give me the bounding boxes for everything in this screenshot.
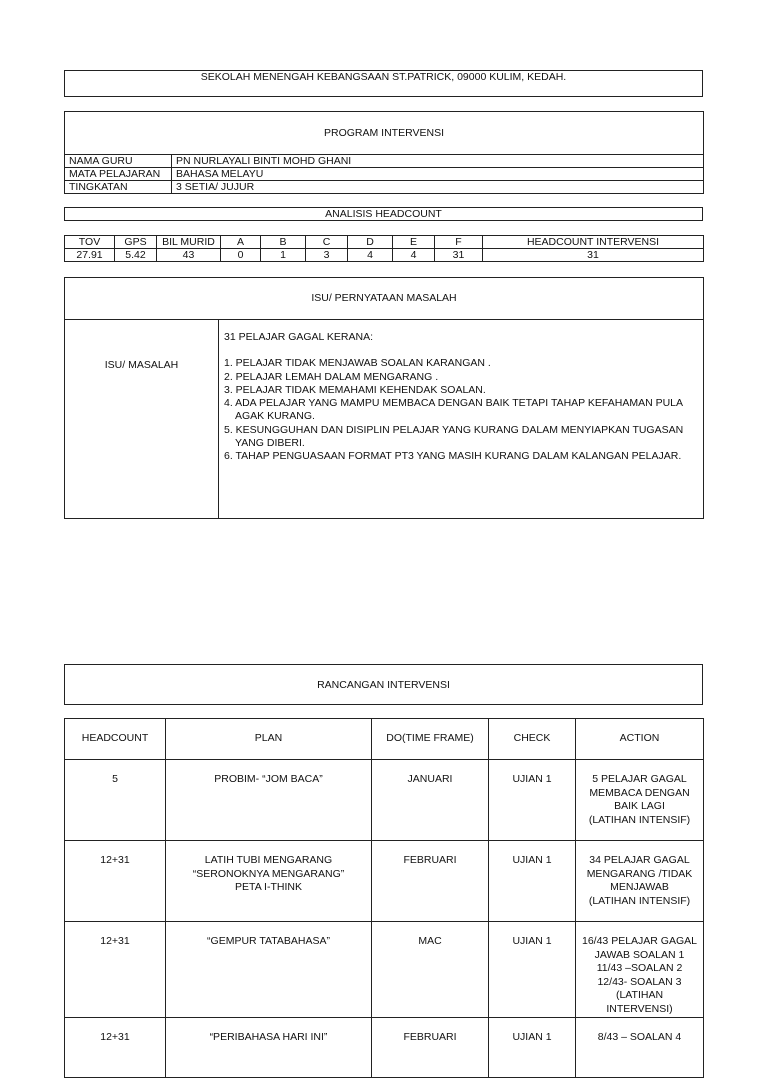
plan-headcount: 12+31 <box>65 922 166 1018</box>
plan-do: FEBRUARI <box>372 841 489 922</box>
hc-value: 0 <box>221 249 261 262</box>
plan-headcount: 12+31 <box>65 841 166 922</box>
plan-header: ACTION <box>576 719 704 760</box>
hc-header: TOV <box>65 236 115 249</box>
analisis-title: ANALISIS HEADCOUNT <box>325 208 442 220</box>
plan-row <box>65 922 704 1018</box>
action-line: (LATIHAN INTERVENSI) <box>606 989 673 1015</box>
action-line: 8/43 – SOALAN 4 <box>597 1030 682 1043</box>
hc-value: 31 <box>483 249 704 262</box>
hc-header: BIL MURID <box>157 236 221 249</box>
issue-section <box>64 277 704 519</box>
plan-row <box>65 841 704 922</box>
plan-row <box>65 1017 704 1077</box>
plan-headcount: 12+31 <box>65 1017 166 1077</box>
hc-header: D <box>348 236 393 249</box>
action-line: JAWAB SOALAN 1 <box>594 948 685 961</box>
issue-item: 5. KESUNGGUHAN DAN DISIPLIN PELAJAR YANG KURANG DALAM MENYIAPKAN TUGASAN YANG DIBERI. <box>224 423 684 450</box>
school-header <box>64 70 703 97</box>
value-mata-pelajaran: BAHASA MELAYU <box>172 168 704 181</box>
plan-header: DO(TIME FRAME) <box>372 719 489 760</box>
hc-value: 3 <box>306 249 348 262</box>
hc-value: 27.91 <box>65 249 115 262</box>
program-title: PROGRAM INTERVENSI <box>65 112 704 155</box>
action-line: 16/43 PELAJAR GAGAL <box>582 935 697 947</box>
hc-header: GPS <box>115 236 157 249</box>
hc-value: 43 <box>157 249 221 262</box>
value-tingkatan: 3 SETIA/ JUJUR <box>172 181 704 194</box>
issue-item: 1. PELAJAR TIDAK MENJAWAB SOALAN KARANGAN . <box>224 357 491 370</box>
plan-check: UJIAN 1 <box>489 760 576 841</box>
issue-item: 3. PELAJAR TIDAK MEMAHAMI KEHENDAK SOALAN. <box>224 383 486 396</box>
plan-line: “GEMPUR TATABAHASA” <box>207 935 330 947</box>
plan-line: “SERONOKNYA MENGARANG” <box>192 867 345 880</box>
plan-do: JANUARI <box>372 760 489 841</box>
label-nama-guru: NAMA GURU <box>65 155 172 168</box>
hc-header: C <box>306 236 348 249</box>
hc-value: 5.42 <box>115 249 157 262</box>
label-mata-pelajaran: MATA PELAJARAN <box>65 168 172 181</box>
plan-header: PLAN <box>166 719 372 760</box>
label-tingkatan: TINGKATAN <box>65 181 172 194</box>
value-nama-guru: PN NURLAYALI BINTI MOHD GHANI <box>172 155 704 168</box>
plan-do: FEBRUARI <box>372 1017 489 1077</box>
action-line: MENJAWAB <box>610 881 669 894</box>
action-line: (LATIHAN INTENSIF) <box>588 894 691 907</box>
action-line: MENGARANG /TIDAK <box>586 867 693 880</box>
rancangan-title: RANCANGAN INTERVENSI <box>317 679 450 691</box>
hc-header: E <box>393 236 435 249</box>
issue-item: 4. ADA PELAJAR YANG MAMPU MEMBACA DENGAN BAIK TETAPI TAHAP KEFAHAMAN PULA AGAK KURANG. <box>224 397 683 423</box>
hc-value: 1 <box>261 249 306 262</box>
plan-plan <box>166 760 372 841</box>
plan-line: PETA I-THINK <box>235 881 302 894</box>
plan-headcount: 5 <box>65 760 166 841</box>
plan-header: CHECK <box>489 719 576 760</box>
issue-item: 6. TAHAP PENGUASAAN FORMAT PT3 YANG MASIH KURANG DALAM KALANGAN PELAJAR. <box>224 450 682 463</box>
headcount-value-row <box>65 249 704 262</box>
hc-value: 31 <box>435 249 483 262</box>
issue-list <box>224 357 695 463</box>
hc-header: F <box>435 236 483 249</box>
plan-check: UJIAN 1 <box>489 1017 576 1077</box>
action-line: 11/43 –SOALAN 2 <box>596 962 683 975</box>
plan-line: LATIH TUBI MENGARANG <box>204 854 333 866</box>
plan-header: HEADCOUNT <box>65 719 166 760</box>
hc-value: 4 <box>393 249 435 262</box>
school-name: SEKOLAH MENENGAH KEBANGSAAN ST.PATRICK, 09000 KULIM, KEDAH. <box>200 71 567 83</box>
action-line: 34 PELAJAR GAGAL <box>589 854 690 866</box>
headcount-table <box>64 235 704 262</box>
analisis-title-box <box>64 207 703 221</box>
plan-check: UJIAN 1 <box>489 922 576 1018</box>
hc-header: HEADCOUNT INTERVENSI <box>483 236 704 249</box>
hc-header: B <box>261 236 306 249</box>
action-line: 12/43- SOALAN 3 <box>597 975 682 988</box>
issue-content <box>219 319 703 518</box>
issue-label: ISU/ MASALAH <box>65 319 219 518</box>
program-table <box>64 111 704 194</box>
rancangan-title-box <box>64 664 703 705</box>
action-line: 5 PELAJAR GAGAL <box>592 773 687 785</box>
hc-header: A <box>221 236 261 249</box>
plan-plan <box>166 922 372 1018</box>
plan-action <box>576 841 704 922</box>
action-line: MEMBACA DENGAN <box>589 786 690 799</box>
plan-plan <box>166 841 372 922</box>
plan-action <box>576 760 704 841</box>
hc-value: 4 <box>348 249 393 262</box>
plan-check: UJIAN 1 <box>489 841 576 922</box>
action-line: BAIK LAGI <box>614 800 665 813</box>
plan-row <box>65 760 704 841</box>
plan-do: MAC <box>372 922 489 1018</box>
plan-line: PROBIM- “JOM BACA” <box>214 773 323 785</box>
action-line: (LATIHAN INTENSIF) <box>588 813 691 826</box>
issue-item: 2. PELAJAR LEMAH DALAM MENGARANG . <box>224 370 439 383</box>
plan-plan <box>166 1017 372 1077</box>
plan-header-row <box>65 719 704 760</box>
headcount-header-row <box>65 236 704 249</box>
plan-line: “PERIBAHASA HARI INI” <box>209 1030 328 1043</box>
issue-title: ISU/ PERNYATAAN MASALAH <box>65 278 703 320</box>
plan-action <box>576 922 704 1018</box>
issue-intro: 31 PELAJAR GAGAL KERANA: <box>224 331 374 343</box>
plan-action <box>576 1017 704 1077</box>
